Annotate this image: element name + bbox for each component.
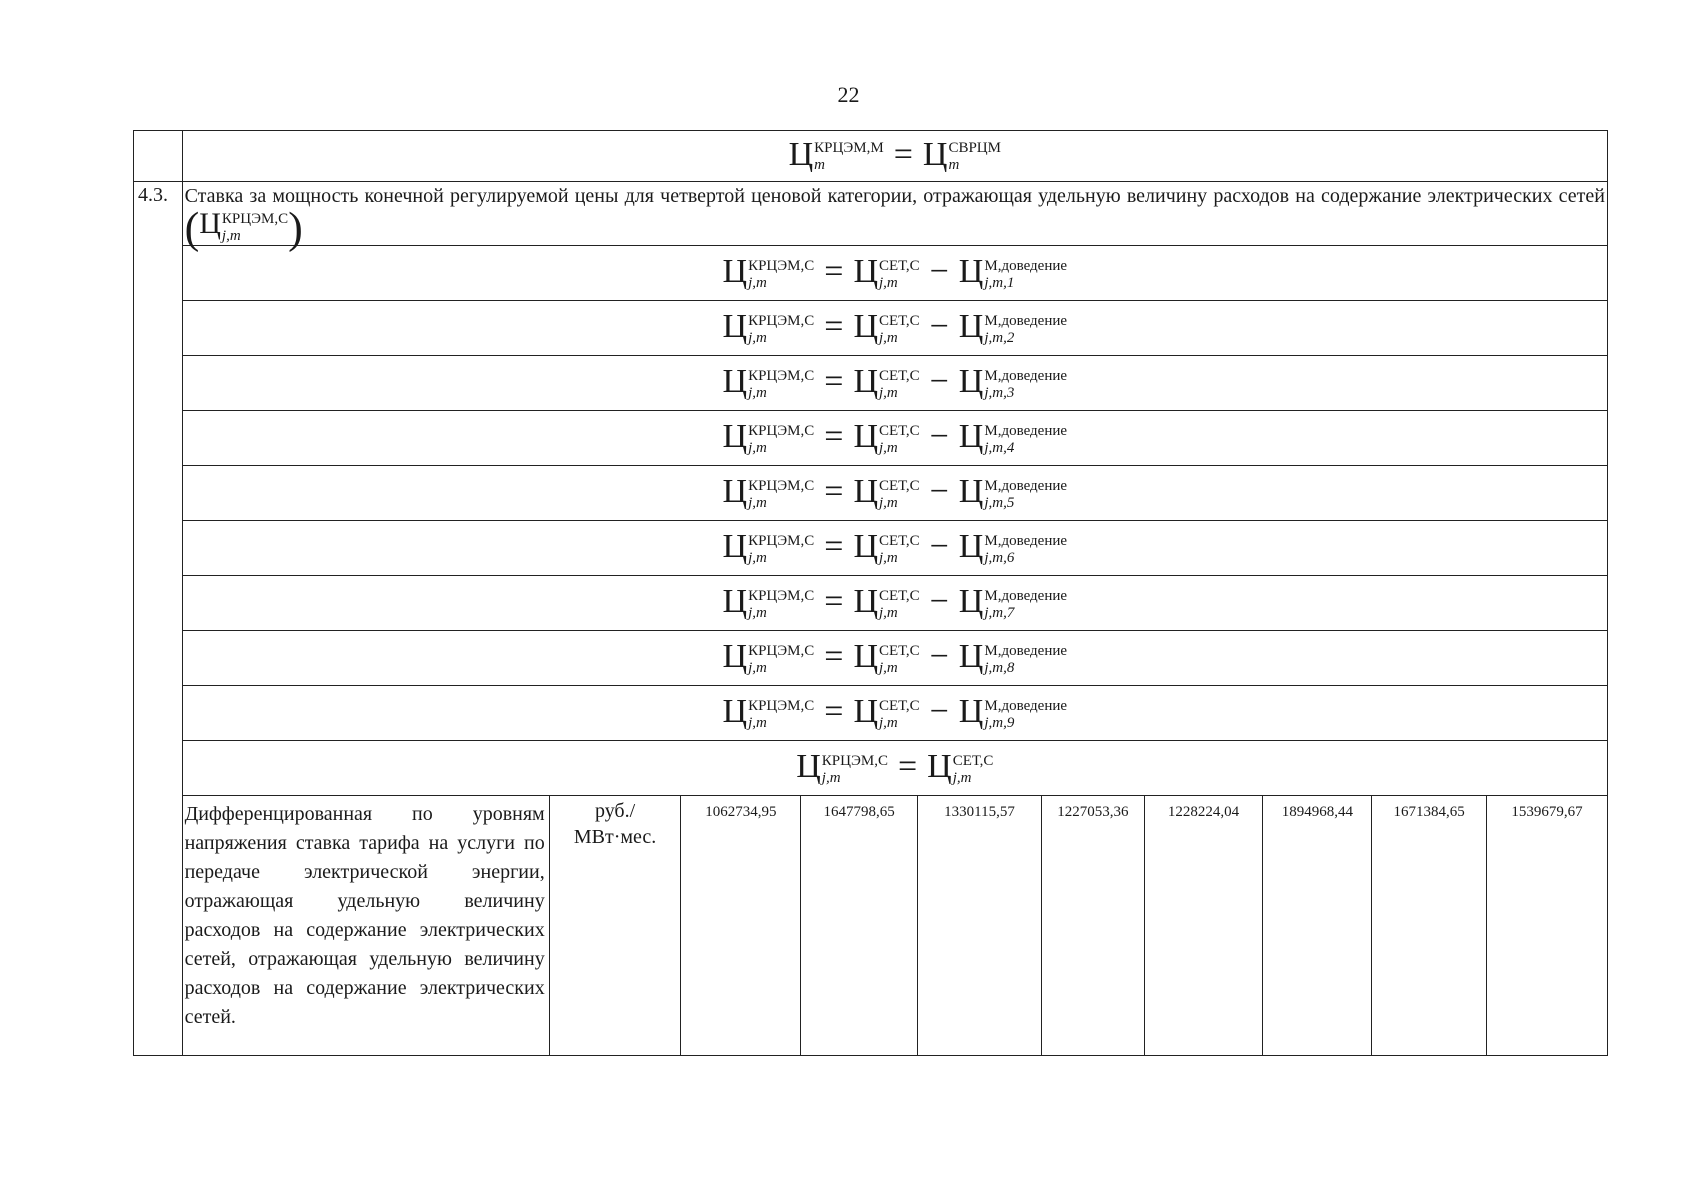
top-formula-cell	[182, 131, 1607, 182]
unit-line-1: руб./	[594, 800, 636, 823]
tariff-row	[134, 796, 1608, 1056]
item-title-cell: Ставка за мощность конечной регулируемой цены для четвертой ценовой категории, отражающая удельную величину расходов на содержание электрических сетей (Ц КРЦЭМ,С j,m )	[182, 182, 1607, 246]
formula: Ц КРЦЭМ,С j,m = Ц СЕТ,С j,m − Ц М,доведение j,m,9	[722, 693, 1068, 731]
formula: Ц КРЦЭМ,С j,m = Ц СЕТ,С j,m − Ц М,доведение j,m,8	[722, 638, 1068, 676]
item-title-row	[134, 182, 1608, 246]
top-formula: Ц КРЦЭМ,М m = Ц СВРЦМ m	[788, 135, 1001, 174]
tariff-value: 1671384,65	[1372, 796, 1486, 1056]
formula: Ц КРЦЭМ,С j,m = Ц СЕТ,С j,m − Ц М,доведение j,m,5	[722, 473, 1068, 511]
formula-row	[134, 301, 1608, 356]
tariff-description: Дифференцированная по уровням напряжения ставка тарифа на услуги по передаче электрической энергии, отражающая удельную величину расходов на содержание электрических сетей, отражающая удельную величину расходов на содержание электрических сетей.	[182, 796, 549, 1056]
tariff-value: 1647798,65	[801, 796, 918, 1056]
unit-line-2: МВт·мес.	[573, 826, 657, 849]
item-number: 4.3.	[134, 182, 183, 1056]
formula: Ц КРЦЭМ,С j,m = Ц СЕТ,С j,m − Ц М,доведение j,m,2	[722, 308, 1068, 346]
item-title: Ставка за мощность конечной регулируемой цены для четвертой ценовой категории, отражающая удельную величину расходов на содержание электрических сетей	[184, 185, 1605, 207]
formula: Ц КРЦЭМ,С j,m = Ц СЕТ,С j,m − Ц М,доведение j,m,1	[722, 253, 1068, 291]
unit-cell	[549, 796, 681, 1056]
tariff-table	[133, 130, 1608, 1056]
page-number: 22	[837, 82, 860, 107]
formula: Ц КРЦЭМ,С j,m = Ц СЕТ,С j,m − Ц М,доведение j,m,7	[722, 583, 1068, 621]
formula: Ц КРЦЭМ,С j,m = Ц СЕТ,С j,m − Ц М,доведение j,m,6	[722, 528, 1068, 566]
formula-row	[134, 411, 1608, 466]
formula: Ц КРЦЭМ,С j,m = Ц СЕТ,С j,m − Ц М,доведение j,m,4	[722, 418, 1068, 456]
tariff-value: 1894968,44	[1263, 796, 1372, 1056]
empty-number-cell	[134, 131, 183, 182]
tariff-value: 1539679,67	[1486, 796, 1607, 1056]
tariff-value: 1227053,36	[1042, 796, 1145, 1056]
tariff-value: 1228224,04	[1144, 796, 1263, 1056]
formula-row	[134, 521, 1608, 576]
formula-row	[134, 466, 1608, 521]
formula-row	[134, 631, 1608, 686]
formula-row	[134, 246, 1608, 301]
last-formula: Ц КРЦЭМ,С j,m = Ц СЕТ,С j,m	[796, 748, 994, 786]
tariff-value: 1062734,95	[681, 796, 801, 1056]
formula: Ц КРЦЭМ,С j,m = Ц СЕТ,С j,m − Ц М,доведение j,m,3	[722, 363, 1068, 401]
formula-row	[134, 686, 1608, 741]
last-formula-row	[134, 741, 1608, 796]
formula-row	[134, 356, 1608, 411]
top-formula-row	[134, 131, 1608, 182]
tariff-value: 1330115,57	[917, 796, 1041, 1056]
formula-row	[134, 576, 1608, 631]
